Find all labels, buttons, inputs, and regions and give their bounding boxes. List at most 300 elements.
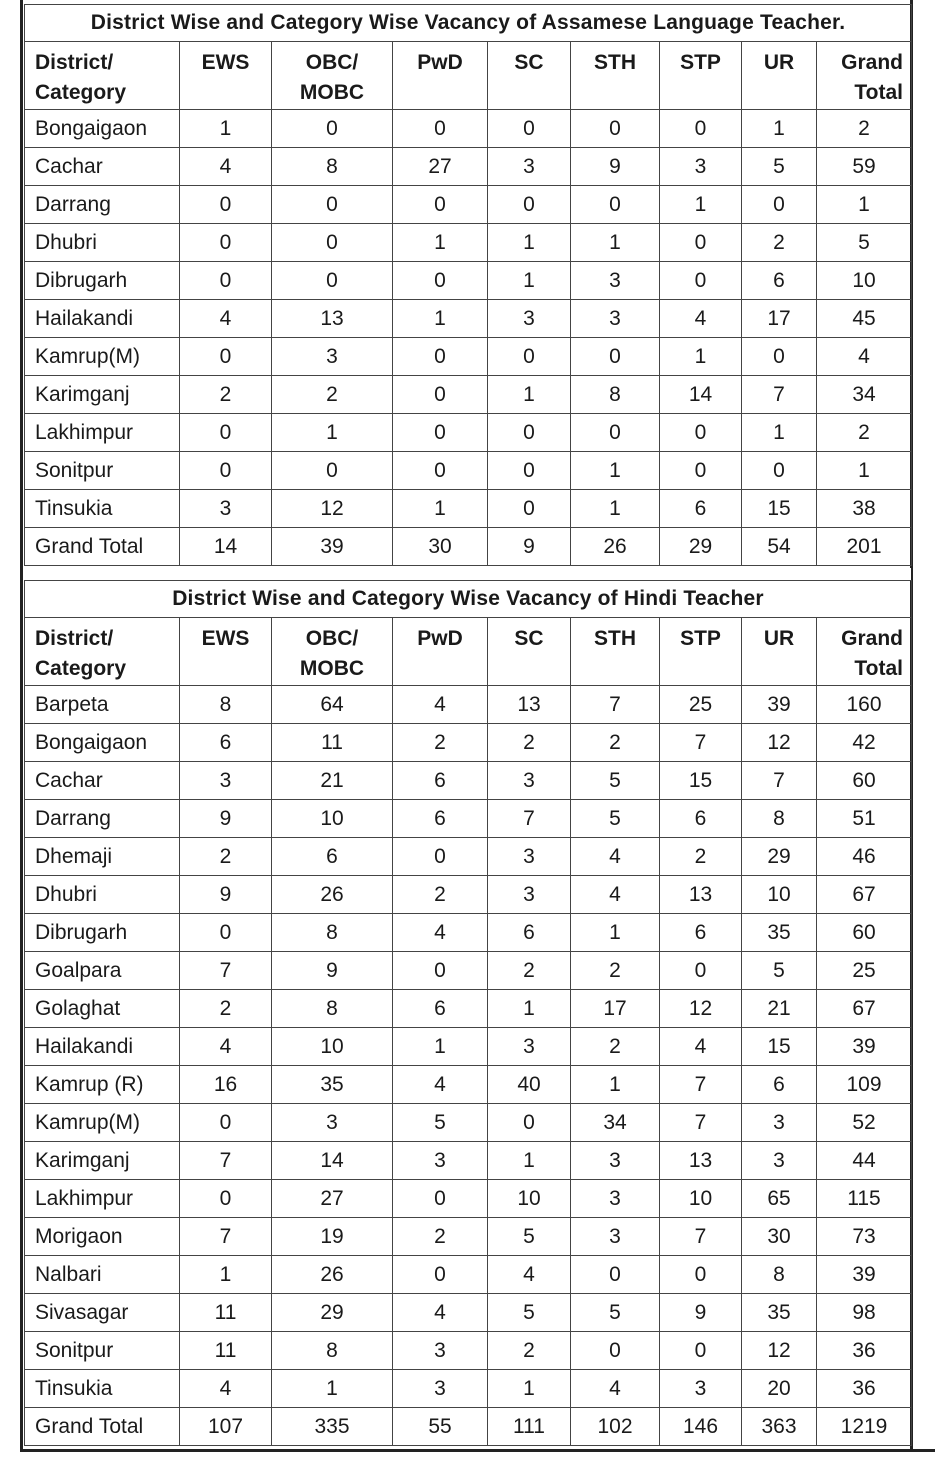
cell-sc: 5 xyxy=(488,1218,571,1256)
cell-sc: 0 xyxy=(488,338,571,376)
header-ews: EWS xyxy=(180,618,272,686)
cell-obc-mobc: 6 xyxy=(272,838,393,876)
cell-grand-total: 67 xyxy=(817,876,912,914)
cell-stp: 10 xyxy=(660,1180,742,1218)
cell-sth: 17 xyxy=(571,990,660,1028)
table-row xyxy=(25,1370,912,1408)
cell-stp: 7 xyxy=(660,1066,742,1104)
cell-ur: 29 xyxy=(742,838,817,876)
cell-stp: 0 xyxy=(660,1332,742,1370)
cell-grand-total: 36 xyxy=(817,1370,912,1408)
cell-stp: 12 xyxy=(660,990,742,1028)
cell-stp: 0 xyxy=(660,262,742,300)
cell-stp: 6 xyxy=(660,490,742,528)
cell-ur: 65 xyxy=(742,1180,817,1218)
cell-ur: 363 xyxy=(742,1408,817,1446)
assamese-vacancy-table xyxy=(24,4,912,566)
table-row xyxy=(25,1180,912,1218)
cell-pwd: 0 xyxy=(393,838,488,876)
cell-stp: 2 xyxy=(660,838,742,876)
cell-pwd: 1 xyxy=(393,224,488,262)
cell-district: Cachar xyxy=(25,762,180,800)
cell-district: Sonitpur xyxy=(25,452,180,490)
cell-district: Kamrup(M) xyxy=(25,1104,180,1142)
table-separator xyxy=(24,568,911,580)
cell-obc-mobc: 0 xyxy=(272,186,393,224)
cell-sth: 0 xyxy=(571,1332,660,1370)
cell-ur: 5 xyxy=(742,148,817,186)
table-row xyxy=(25,876,912,914)
cell-sth: 8 xyxy=(571,376,660,414)
cell-grand-total: 2 xyxy=(817,414,912,452)
cell-ews: 0 xyxy=(180,186,272,224)
cell-pwd: 3 xyxy=(393,1332,488,1370)
cell-stp: 25 xyxy=(660,686,742,724)
header-ur: UR xyxy=(742,618,817,686)
cell-district: Dhemaji xyxy=(25,838,180,876)
cell-ur: 7 xyxy=(742,376,817,414)
cell-ur: 0 xyxy=(742,186,817,224)
cell-sc: 0 xyxy=(488,110,571,148)
cell-grand-total: 60 xyxy=(817,762,912,800)
cell-sc: 2 xyxy=(488,1332,571,1370)
cell-sc: 0 xyxy=(488,414,571,452)
cell-sth: 3 xyxy=(571,300,660,338)
cell-obc-mobc: 8 xyxy=(272,148,393,186)
cell-sc: 3 xyxy=(488,1028,571,1066)
cell-district: Bongaigaon xyxy=(25,110,180,148)
cell-stp: 13 xyxy=(660,1142,742,1180)
cell-sc: 1 xyxy=(488,262,571,300)
cell-sc: 0 xyxy=(488,1104,571,1142)
cell-ur: 6 xyxy=(742,262,817,300)
cell-ews: 0 xyxy=(180,414,272,452)
table-row xyxy=(25,1142,912,1180)
cell-sc: 5 xyxy=(488,1294,571,1332)
grand-total-row xyxy=(25,528,912,566)
cell-grand-total: 38 xyxy=(817,490,912,528)
cell-obc-mobc: 335 xyxy=(272,1408,393,1446)
cell-pwd: 4 xyxy=(393,914,488,952)
table-row xyxy=(25,452,912,490)
cell-ews: 14 xyxy=(180,528,272,566)
cell-ews: 8 xyxy=(180,686,272,724)
cell-district: Kamrup (R) xyxy=(25,1066,180,1104)
cell-pwd: 30 xyxy=(393,528,488,566)
cell-grand-total: 4 xyxy=(817,338,912,376)
cell-ur: 12 xyxy=(742,724,817,762)
cell-obc-mobc: 8 xyxy=(272,914,393,952)
cell-stp: 4 xyxy=(660,1028,742,1066)
cell-sth: 5 xyxy=(571,1294,660,1332)
cell-district: Dibrugarh xyxy=(25,262,180,300)
cell-sth: 4 xyxy=(571,876,660,914)
header-sc: SC xyxy=(488,42,571,110)
cell-district: Cachar xyxy=(25,148,180,186)
table-row xyxy=(25,148,912,186)
cell-ur: 1 xyxy=(742,414,817,452)
cell-sc: 3 xyxy=(488,876,571,914)
cell-ews: 2 xyxy=(180,376,272,414)
cell-sth: 9 xyxy=(571,148,660,186)
cell-ews: 7 xyxy=(180,1218,272,1256)
cell-grand-total: 98 xyxy=(817,1294,912,1332)
cell-ews: 2 xyxy=(180,838,272,876)
cell-sth: 1 xyxy=(571,914,660,952)
cell-sth: 3 xyxy=(571,262,660,300)
cell-ur: 21 xyxy=(742,990,817,1028)
cell-pwd: 0 xyxy=(393,186,488,224)
cell-ur: 2 xyxy=(742,224,817,262)
cell-sc: 3 xyxy=(488,762,571,800)
cell-pwd: 1 xyxy=(393,1028,488,1066)
table-row xyxy=(25,1218,912,1256)
cell-stp: 0 xyxy=(660,452,742,490)
cell-ews: 107 xyxy=(180,1408,272,1446)
cell-district: Kamrup(M) xyxy=(25,338,180,376)
cell-ews: 7 xyxy=(180,952,272,990)
cell-district: Karimganj xyxy=(25,376,180,414)
cell-sc: 2 xyxy=(488,724,571,762)
cell-grand-total: 34 xyxy=(817,376,912,414)
cell-stp: 0 xyxy=(660,414,742,452)
cell-grand-total: 1 xyxy=(817,452,912,490)
cell-obc-mobc: 29 xyxy=(272,1294,393,1332)
cell-ur: 0 xyxy=(742,452,817,490)
header-sc: SC xyxy=(488,618,571,686)
header-stp: STP xyxy=(660,42,742,110)
header-row xyxy=(25,42,912,110)
cell-obc-mobc: 3 xyxy=(272,1104,393,1142)
assamese-table-body xyxy=(25,110,912,566)
cell-pwd: 3 xyxy=(393,1370,488,1408)
cell-pwd: 0 xyxy=(393,338,488,376)
cell-grand-total: 115 xyxy=(817,1180,912,1218)
cell-pwd: 1 xyxy=(393,490,488,528)
cell-sc: 7 xyxy=(488,800,571,838)
cell-pwd: 3 xyxy=(393,1142,488,1180)
assamese-table-title: District Wise and Category Wise Vacancy of Assamese Language Teacher. xyxy=(24,4,912,41)
cell-ews: 9 xyxy=(180,876,272,914)
cell-pwd: 0 xyxy=(393,1256,488,1294)
cell-pwd: 0 xyxy=(393,376,488,414)
cell-sc: 6 xyxy=(488,914,571,952)
cell-stp: 13 xyxy=(660,876,742,914)
header-obc: OBC/ MOBC xyxy=(272,42,393,110)
cell-ews: 1 xyxy=(180,110,272,148)
cell-ews: 7 xyxy=(180,1142,272,1180)
cell-stp: 7 xyxy=(660,1218,742,1256)
cell-stp: 9 xyxy=(660,1294,742,1332)
cell-obc-mobc: 35 xyxy=(272,1066,393,1104)
cell-sth: 4 xyxy=(571,1370,660,1408)
cell-ur: 15 xyxy=(742,490,817,528)
cell-stp: 7 xyxy=(660,1104,742,1142)
cell-sc: 1 xyxy=(488,990,571,1028)
cell-sth: 5 xyxy=(571,762,660,800)
cell-sc: 13 xyxy=(488,686,571,724)
cell-ews: 11 xyxy=(180,1332,272,1370)
header-grand-total: Grand Total xyxy=(817,618,912,686)
cell-obc-mobc: 21 xyxy=(272,762,393,800)
cell-sth: 2 xyxy=(571,952,660,990)
cell-grand-total: 5 xyxy=(817,224,912,262)
table-row xyxy=(25,110,912,148)
cell-ur: 20 xyxy=(742,1370,817,1408)
cell-ews: 4 xyxy=(180,148,272,186)
cell-ur: 30 xyxy=(742,1218,817,1256)
cell-district: Grand Total xyxy=(25,1408,180,1446)
table-row xyxy=(25,1028,912,1066)
cell-stp: 3 xyxy=(660,148,742,186)
cell-district: Sivasagar xyxy=(25,1294,180,1332)
cell-obc-mobc: 64 xyxy=(272,686,393,724)
cell-ur: 15 xyxy=(742,1028,817,1066)
cell-sth: 1 xyxy=(571,1066,660,1104)
cell-ews: 0 xyxy=(180,338,272,376)
cell-obc-mobc: 8 xyxy=(272,990,393,1028)
cell-pwd: 1 xyxy=(393,300,488,338)
cell-ews: 3 xyxy=(180,762,272,800)
table-row xyxy=(25,686,912,724)
hindi-vacancy-table xyxy=(24,580,912,1446)
cell-sth: 7 xyxy=(571,686,660,724)
table-row xyxy=(25,1294,912,1332)
cell-ews: 3 xyxy=(180,490,272,528)
table-row xyxy=(25,952,912,990)
cell-pwd: 2 xyxy=(393,724,488,762)
cell-obc-mobc: 13 xyxy=(272,300,393,338)
table-row xyxy=(25,376,912,414)
cell-stp: 15 xyxy=(660,762,742,800)
cell-obc-mobc: 0 xyxy=(272,262,393,300)
cell-pwd: 0 xyxy=(393,952,488,990)
table-row xyxy=(25,1066,912,1104)
cell-obc-mobc: 12 xyxy=(272,490,393,528)
cell-sth: 2 xyxy=(571,1028,660,1066)
cell-sc: 10 xyxy=(488,1180,571,1218)
cell-pwd: 6 xyxy=(393,762,488,800)
cell-ews: 2 xyxy=(180,990,272,1028)
cell-stp: 29 xyxy=(660,528,742,566)
cell-pwd: 0 xyxy=(393,414,488,452)
cell-obc-mobc: 19 xyxy=(272,1218,393,1256)
cell-pwd: 6 xyxy=(393,800,488,838)
cell-ur: 3 xyxy=(742,1104,817,1142)
cell-ews: 4 xyxy=(180,300,272,338)
cell-stp: 146 xyxy=(660,1408,742,1446)
cell-grand-total: 60 xyxy=(817,914,912,952)
cell-obc-mobc: 8 xyxy=(272,1332,393,1370)
cell-pwd: 6 xyxy=(393,990,488,1028)
cell-sc: 0 xyxy=(488,186,571,224)
cell-sc: 111 xyxy=(488,1408,571,1446)
cell-sc: 40 xyxy=(488,1066,571,1104)
header-pwd: PwD xyxy=(393,42,488,110)
cell-stp: 7 xyxy=(660,724,742,762)
cell-sth: 102 xyxy=(571,1408,660,1446)
cell-sth: 3 xyxy=(571,1142,660,1180)
cell-stp: 6 xyxy=(660,800,742,838)
cell-obc-mobc: 10 xyxy=(272,800,393,838)
cell-grand-total: 73 xyxy=(817,1218,912,1256)
header-grand-total: Grand Total xyxy=(817,42,912,110)
cell-grand-total: 109 xyxy=(817,1066,912,1104)
cell-sc: 3 xyxy=(488,300,571,338)
cell-obc-mobc: 39 xyxy=(272,528,393,566)
cell-grand-total: 25 xyxy=(817,952,912,990)
cell-stp: 1 xyxy=(660,338,742,376)
header-obc: OBC/ MOBC xyxy=(272,618,393,686)
header-district: District/ Category xyxy=(25,42,180,110)
table-row xyxy=(25,724,912,762)
cell-district: Hailakandi xyxy=(25,300,180,338)
cell-sth: 0 xyxy=(571,1256,660,1294)
cell-district: Golaghat xyxy=(25,990,180,1028)
cell-obc-mobc: 14 xyxy=(272,1142,393,1180)
cell-district: Dhubri xyxy=(25,876,180,914)
cell-ews: 0 xyxy=(180,262,272,300)
table-row xyxy=(25,414,912,452)
cell-ur: 12 xyxy=(742,1332,817,1370)
cell-obc-mobc: 11 xyxy=(272,724,393,762)
cell-obc-mobc: 9 xyxy=(272,952,393,990)
cell-pwd: 0 xyxy=(393,110,488,148)
cell-district: Darrang xyxy=(25,800,180,838)
table-row xyxy=(25,990,912,1028)
cell-obc-mobc: 0 xyxy=(272,224,393,262)
cell-ur: 5 xyxy=(742,952,817,990)
cell-grand-total: 44 xyxy=(817,1142,912,1180)
cell-district: Lakhimpur xyxy=(25,414,180,452)
cell-ur: 35 xyxy=(742,1294,817,1332)
table-row xyxy=(25,1332,912,1370)
table-row xyxy=(25,914,912,952)
cell-sc: 9 xyxy=(488,528,571,566)
cell-ur: 54 xyxy=(742,528,817,566)
cell-ews: 9 xyxy=(180,800,272,838)
cell-pwd: 55 xyxy=(393,1408,488,1446)
cell-pwd: 2 xyxy=(393,1218,488,1256)
header-stp: STP xyxy=(660,618,742,686)
cell-ur: 17 xyxy=(742,300,817,338)
cell-obc-mobc: 26 xyxy=(272,876,393,914)
hindi-table-body xyxy=(25,686,912,1446)
cell-district: Barpeta xyxy=(25,686,180,724)
header-pwd: PwD xyxy=(393,618,488,686)
cell-ews: 4 xyxy=(180,1370,272,1408)
cell-stp: 6 xyxy=(660,914,742,952)
cell-sc: 0 xyxy=(488,490,571,528)
cell-ur: 0 xyxy=(742,338,817,376)
cell-pwd: 2 xyxy=(393,876,488,914)
cell-ur: 6 xyxy=(742,1066,817,1104)
cell-sth: 1 xyxy=(571,224,660,262)
cell-sc: 4 xyxy=(488,1256,571,1294)
cell-ur: 10 xyxy=(742,876,817,914)
cell-sth: 0 xyxy=(571,414,660,452)
cell-district: Sonitpur xyxy=(25,1332,180,1370)
cell-district: Tinsukia xyxy=(25,1370,180,1408)
cell-sc: 1 xyxy=(488,1142,571,1180)
cell-pwd: 0 xyxy=(393,262,488,300)
cell-ews: 0 xyxy=(180,914,272,952)
cell-district: Darrang xyxy=(25,186,180,224)
cell-ur: 3 xyxy=(742,1142,817,1180)
table-row xyxy=(25,300,912,338)
cell-obc-mobc: 10 xyxy=(272,1028,393,1066)
cell-district: Karimganj xyxy=(25,1142,180,1180)
table-row xyxy=(25,338,912,376)
cell-stp: 0 xyxy=(660,1256,742,1294)
cell-grand-total: 46 xyxy=(817,838,912,876)
cell-district: Goalpara xyxy=(25,952,180,990)
cell-ur: 7 xyxy=(742,762,817,800)
table-row xyxy=(25,490,912,528)
cell-district: Dhubri xyxy=(25,224,180,262)
table-row xyxy=(25,262,912,300)
cell-district: Dibrugarh xyxy=(25,914,180,952)
cell-obc-mobc: 1 xyxy=(272,414,393,452)
cell-stp: 0 xyxy=(660,952,742,990)
cell-obc-mobc: 2 xyxy=(272,376,393,414)
cell-ur: 35 xyxy=(742,914,817,952)
cell-sth: 3 xyxy=(571,1218,660,1256)
cell-ur: 1 xyxy=(742,110,817,148)
cell-grand-total: 52 xyxy=(817,1104,912,1142)
table-row xyxy=(25,1256,912,1294)
cell-district: Morigaon xyxy=(25,1218,180,1256)
cell-sc: 1 xyxy=(488,224,571,262)
cell-obc-mobc: 0 xyxy=(272,452,393,490)
header-district: District/ Category xyxy=(25,618,180,686)
cell-ews: 0 xyxy=(180,224,272,262)
hindi-table-title: District Wise and Category Wise Vacancy of Hindi Teacher xyxy=(24,580,912,617)
table-row xyxy=(25,1104,912,1142)
cell-ews: 4 xyxy=(180,1028,272,1066)
cell-obc-mobc: 1 xyxy=(272,1370,393,1408)
cell-sth: 0 xyxy=(571,110,660,148)
cell-pwd: 27 xyxy=(393,148,488,186)
table-row xyxy=(25,800,912,838)
cell-ews: 16 xyxy=(180,1066,272,1104)
cell-grand-total: 10 xyxy=(817,262,912,300)
cell-district: Bongaigaon xyxy=(25,724,180,762)
cell-grand-total: 45 xyxy=(817,300,912,338)
header-ews: EWS xyxy=(180,42,272,110)
cell-sth: 4 xyxy=(571,838,660,876)
cell-obc-mobc: 3 xyxy=(272,338,393,376)
cell-sc: 0 xyxy=(488,452,571,490)
cell-district: Hailakandi xyxy=(25,1028,180,1066)
cell-ur: 8 xyxy=(742,1256,817,1294)
header-sth: STH xyxy=(571,42,660,110)
cell-sc: 1 xyxy=(488,376,571,414)
cell-obc-mobc: 27 xyxy=(272,1180,393,1218)
cell-sth: 0 xyxy=(571,338,660,376)
cell-sc: 3 xyxy=(488,148,571,186)
cell-ews: 11 xyxy=(180,1294,272,1332)
header-sth: STH xyxy=(571,618,660,686)
cell-ur: 39 xyxy=(742,686,817,724)
cell-sth: 1 xyxy=(571,490,660,528)
cell-stp: 4 xyxy=(660,300,742,338)
cell-pwd: 0 xyxy=(393,452,488,490)
cell-grand-total: 2 xyxy=(817,110,912,148)
table-row xyxy=(25,186,912,224)
cell-district: Lakhimpur xyxy=(25,1180,180,1218)
cell-sth: 34 xyxy=(571,1104,660,1142)
